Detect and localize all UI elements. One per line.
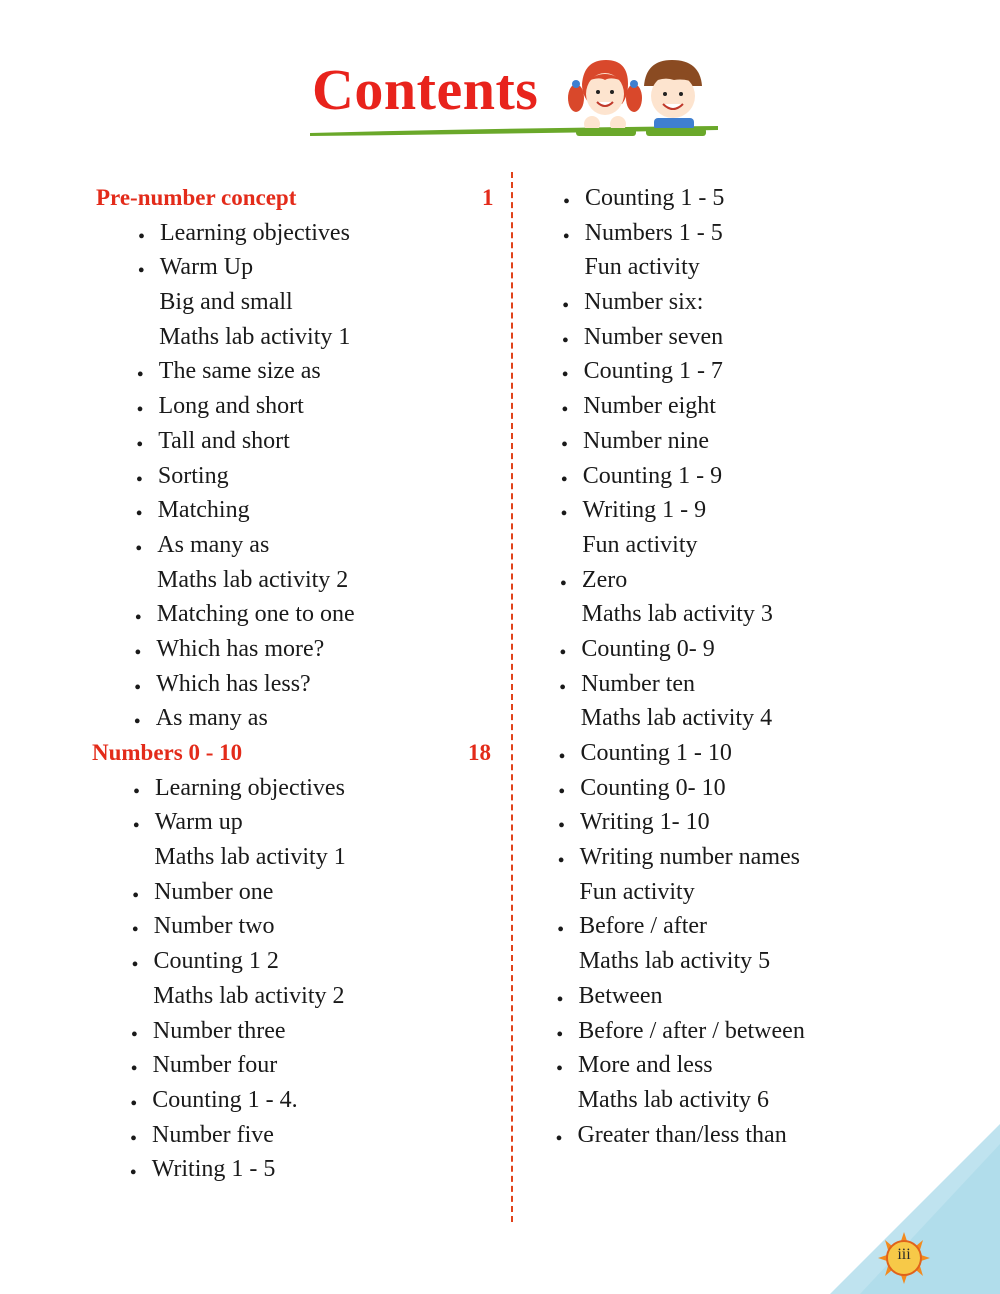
bullet-dot-icon: • — [131, 919, 139, 942]
bullet-dot-icon: • — [562, 225, 570, 248]
list-item-text: Before / after / between — [578, 1017, 805, 1044]
list-item-text: Zero — [581, 566, 628, 593]
bullet-dot-icon: • — [556, 1058, 564, 1081]
list-item-content — [556, 1017, 805, 1046]
list-item — [0, 1048, 1000, 1083]
list-item — [0, 875, 1000, 910]
list-item-content — [560, 462, 723, 491]
list-item — [0, 320, 1000, 355]
list-item-text: The same size as — [158, 358, 321, 385]
bullet-dot-icon: • — [135, 537, 143, 560]
list-item-text: Learning objectives — [155, 774, 345, 801]
bullet-dot-icon: • — [556, 1023, 564, 1046]
list-item — [0, 840, 1000, 875]
right-column — [0, 181, 1000, 1152]
list-item — [0, 354, 1000, 389]
list-item — [0, 805, 1000, 840]
list-item — [0, 389, 1000, 424]
list-item-content — [556, 982, 663, 1011]
list-item-text: Number nine — [583, 427, 709, 454]
list-item-text: More and less — [578, 1052, 713, 1079]
list-item-content — [557, 844, 800, 873]
list-item — [0, 181, 1000, 216]
bullet-dot-icon: • — [562, 295, 570, 318]
bullet-dot-icon: • — [557, 850, 565, 873]
bullet-dot-icon: • — [129, 1162, 137, 1185]
list-item-text: Numbers 1 - 5 — [584, 219, 723, 246]
list-item — [0, 667, 1000, 702]
bullet-dot-icon: • — [559, 676, 567, 699]
bullet-dot-icon: • — [557, 919, 565, 942]
list-item-text: Counting 0- 10 — [580, 774, 726, 801]
bullet-dot-icon: • — [134, 607, 142, 630]
list-item-text: Maths lab activity 1 — [159, 323, 351, 350]
section-page-number: 1 — [482, 185, 494, 210]
list-item-text: Counting 1 - 5 — [585, 185, 725, 211]
list-item-text: Number five — [152, 1121, 274, 1148]
list-item-text: Writing 1- 10 — [579, 809, 710, 836]
list-item-text: Which has less? — [156, 670, 311, 697]
bullet-dot-icon: • — [561, 329, 569, 352]
list-item-content — [560, 497, 707, 526]
list-item-text: Matching one to one — [156, 601, 355, 628]
bullet-dot-icon: • — [557, 815, 565, 838]
list-item-content — [562, 219, 723, 248]
bullet-dot-icon: • — [559, 641, 567, 664]
bullet-dot-icon: • — [561, 364, 569, 387]
bullet-dot-icon: • — [563, 191, 571, 213]
list-item-text: Number six: — [584, 289, 704, 316]
list-item-content — [581, 705, 772, 731]
list-item — [0, 1083, 1000, 1118]
bullet-dot-icon: • — [134, 676, 142, 699]
list-item — [0, 597, 1000, 632]
list-item-text: Greater than/less than — [577, 1121, 787, 1148]
list-item-text: Maths lab activity 4 — [580, 705, 773, 732]
list-item-text: Matching — [157, 497, 250, 524]
list-item-text: Maths lab activity 6 — [577, 1086, 770, 1113]
bullet-dot-icon: • — [136, 399, 144, 422]
bullet-dot-icon: • — [130, 1023, 138, 1046]
bullet-dot-icon: • — [136, 433, 144, 456]
list-item — [0, 771, 1000, 806]
list-item-text: Maths lab activity 2 — [153, 982, 345, 1009]
list-item-content — [579, 879, 694, 905]
bullet-dot-icon: • — [130, 1127, 138, 1150]
bullet-dot-icon: • — [131, 954, 139, 977]
bullet-dot-icon: • — [558, 780, 566, 803]
list-item-text: Counting 1 - 7 — [583, 358, 723, 385]
list-item-text: Between — [578, 982, 663, 1009]
list-item-text: Maths lab activity 3 — [581, 601, 773, 628]
list-item — [0, 250, 1000, 285]
list-item-text: Maths lab activity 5 — [578, 948, 771, 975]
bullet-dot-icon: • — [135, 468, 143, 491]
bullet-dot-icon: • — [556, 988, 564, 1011]
list-item — [0, 424, 1000, 459]
list-item — [0, 563, 1000, 598]
bullet-dot-icon: • — [134, 641, 142, 664]
bullet-dot-icon: • — [130, 1058, 138, 1081]
list-item-content — [559, 635, 715, 664]
list-item-text: Big and small — [159, 289, 293, 316]
list-item — [0, 1014, 1000, 1049]
list-item — [0, 1152, 510, 1187]
list-item-content — [563, 185, 725, 213]
list-item-text: As many as — [157, 531, 270, 558]
list-item-content — [556, 1052, 713, 1081]
bullet-dot-icon: • — [135, 503, 143, 526]
list-item-content — [561, 427, 709, 456]
list-item-content — [555, 1121, 787, 1150]
list-item-text: Long and short — [158, 393, 304, 420]
list-item-text: Number eight — [583, 393, 716, 420]
list-item-content — [558, 740, 732, 768]
list-item-content — [557, 913, 708, 942]
bullet-dot-icon: • — [561, 433, 569, 456]
list-item — [0, 944, 1000, 979]
bullet-dot-icon: • — [559, 572, 567, 595]
list-item — [0, 979, 1000, 1014]
list-item-text: Learning objectives — [160, 219, 350, 246]
list-item-text: Maths lab activity 1 — [154, 844, 346, 871]
list-item-text: Fun activity — [584, 254, 700, 281]
list-item — [0, 459, 1000, 494]
list-item — [0, 216, 1000, 251]
bullet-dot-icon: • — [138, 225, 146, 248]
list-item-text: Number four — [152, 1052, 278, 1079]
bullet-dot-icon: • — [561, 399, 569, 422]
list-item-content — [557, 809, 710, 838]
list-item-text: As many as — [155, 705, 268, 732]
list-item — [0, 701, 1000, 736]
bullet-dot-icon: • — [137, 260, 145, 283]
list-item — [0, 632, 1000, 667]
list-item-text: Warm Up — [159, 254, 254, 281]
page-title: Contents — [312, 57, 539, 122]
list-item-content — [578, 1087, 769, 1113]
list-item-text: Counting 1 2 — [153, 948, 279, 975]
list-item — [0, 909, 1000, 944]
page-number: iii — [897, 1246, 911, 1263]
list-item-content — [582, 532, 697, 558]
bullet-dot-icon: • — [558, 746, 566, 768]
list-item — [0, 528, 1000, 563]
list-item-content — [561, 393, 716, 422]
list-item-text: Before / after — [579, 913, 708, 940]
bullet-dot-icon: • — [136, 364, 144, 387]
list-item-content — [561, 358, 723, 387]
list-item-text: Maths lab activity 2 — [157, 566, 349, 593]
bullet-dot-icon: • — [560, 503, 568, 526]
list-item-content — [129, 1156, 276, 1185]
list-item-text: Number one — [154, 878, 274, 905]
list-item-text: Counting 1 - 4. — [152, 1086, 298, 1113]
list-item-text: Counting 1 - 10 — [580, 740, 732, 766]
bullet-dot-icon: • — [132, 884, 140, 907]
list-item-content — [562, 289, 704, 318]
list-item-text: Fun activity — [582, 531, 698, 558]
list-item-content — [579, 948, 770, 974]
list-item-content — [584, 254, 699, 280]
list-item-text: Number ten — [581, 670, 696, 697]
list-item-content — [559, 670, 696, 699]
bullet-dot-icon: • — [560, 468, 568, 491]
list-item — [0, 736, 1000, 771]
list-item-text: Tall and short — [158, 427, 290, 454]
section-heading: Numbers 0 - 10 — [92, 740, 243, 765]
list-item-text: Writing 1 - 5 — [151, 1156, 276, 1183]
list-item-content — [559, 566, 628, 595]
section-heading: Pre-number concept — [96, 185, 297, 210]
list-item-text: Warm up — [154, 809, 243, 836]
list-item-text: Writing number names — [579, 844, 800, 871]
section-page-number: 18 — [468, 740, 491, 765]
list-item-text: Number three — [152, 1017, 286, 1044]
list-item-text: Counting 0- 9 — [581, 635, 715, 662]
list-item-text: Counting 1 - 9 — [582, 462, 723, 489]
list-item-text: Number seven — [583, 323, 724, 350]
list-item-content — [582, 601, 773, 627]
bullet-dot-icon: • — [132, 815, 140, 838]
list-item-text: Writing 1 - 9 — [582, 497, 707, 524]
list-item — [0, 493, 1000, 528]
bullet-dot-icon: • — [133, 711, 141, 734]
list-item-text: Sorting — [157, 462, 229, 489]
list-item-text: Which has more? — [156, 635, 325, 662]
list-item-text: Number two — [153, 913, 275, 940]
list-item-content — [558, 774, 726, 803]
list-item — [0, 285, 1000, 320]
bullet-dot-icon: • — [130, 1092, 138, 1115]
bullet-dot-icon: • — [555, 1127, 563, 1150]
bullet-dot-icon: • — [133, 780, 141, 803]
list-item-text: Fun activity — [579, 878, 695, 905]
children-illustration-icon — [562, 54, 722, 138]
list-item-content — [561, 323, 724, 352]
